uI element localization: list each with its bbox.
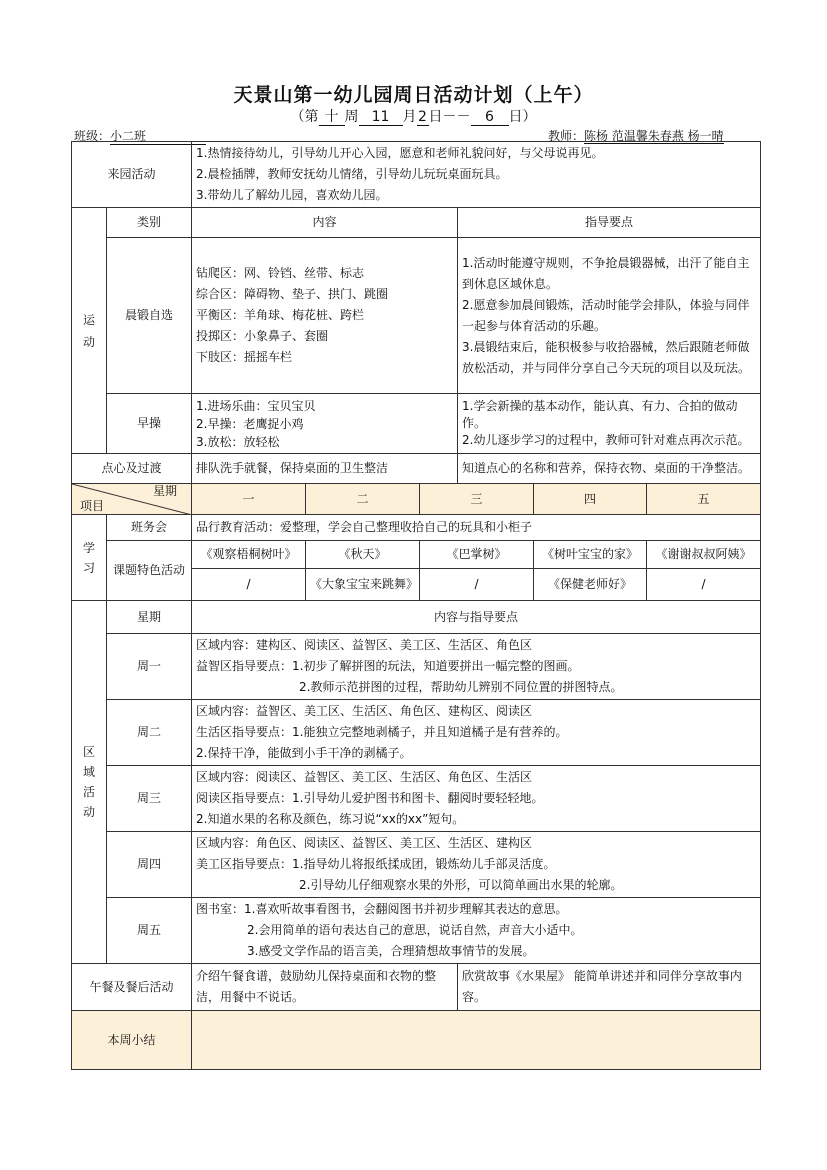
course-cell: /	[192, 569, 306, 601]
arrival-item: 3.带幼儿了解幼儿园，喜欢幼儿园。	[196, 188, 388, 202]
summary-label: 本周小结	[72, 1011, 192, 1070]
area-line: 益智区指导要点：1.初步了解拼图的玩法，知道要拼出一幅完整的图画。	[196, 659, 580, 673]
snack-guide: 知道点心的名称和营养，保持衣物、桌面的干净整洁。	[458, 454, 761, 484]
teacher-label: 教师：	[548, 129, 585, 143]
course-cell: 《大象宝宝来跳舞》	[306, 569, 420, 601]
area-label-text: 区域活动	[82, 745, 95, 819]
summary-row	[72, 1011, 761, 1070]
exercise-label-text: 运动	[82, 312, 95, 349]
morning-exercise-label: 晨锻自选	[107, 238, 192, 394]
drill-item: 1.进场乐曲：宝贝宝贝	[196, 398, 316, 413]
morning-exercise-row	[72, 238, 761, 394]
page-title: 天景山第一幼儿园周日活动计划（上午）	[233, 84, 594, 106]
guide-point: 2.愿意参加晨间锻炼，活动时能学会排队，体验与同伴一起参与体育活动的乐趣。	[462, 297, 750, 333]
arrival-item: 2.晨检插牌，教师安抚幼儿情绪，引导幼儿玩玩桌面玩具。	[196, 167, 508, 181]
week-label: 周	[344, 109, 359, 125]
exercise-area: 平衡区：羊角球、梅花桩、跨栏	[196, 308, 365, 322]
area-line: 2.教师示范拼图的过程，帮助幼儿辨别不同位置的拼图特点。	[299, 680, 623, 694]
learning-label	[72, 515, 107, 601]
area-day-row	[72, 898, 761, 964]
day-end: 6	[471, 110, 509, 126]
category-header: 类别	[107, 208, 192, 238]
area-line: 2.知道水果的名称及颜色，练习说“xx的xx”短句。	[196, 812, 465, 826]
area-day-content	[192, 832, 761, 898]
class-label: 班级：	[74, 129, 111, 143]
course-label: 课题特色活动	[107, 541, 192, 601]
week-project-corner	[72, 484, 192, 515]
content-header: 内容	[192, 208, 458, 238]
morning-exercise-guide	[458, 238, 761, 394]
area-label	[72, 601, 107, 964]
guide-point: 1.学会新操的基本动作，能认真、有力、合拍的做动作。	[462, 399, 738, 430]
snack-content: 排队洗手就餐，保持桌面的卫生整洁	[192, 454, 458, 484]
course-row-1	[72, 541, 761, 569]
lunch-left: 介绍午餐食谱，鼓励幼儿保持桌面和衣物的整洁，用餐中不说话。	[192, 964, 458, 1011]
area-day-row	[72, 634, 761, 700]
drill-label: 早操	[107, 394, 192, 454]
plan-table	[71, 141, 761, 1070]
lunch-row	[72, 964, 761, 1011]
day-header: 四	[534, 484, 647, 515]
day-close: 日）	[508, 109, 537, 125]
day-start: 2	[418, 109, 427, 125]
area-day-label: 周二	[107, 700, 192, 766]
area-day-label: 周五	[107, 898, 192, 964]
month-label: 月	[402, 109, 417, 125]
day-header: 二	[306, 484, 420, 515]
course-cell: /	[647, 569, 761, 601]
class-meeting-row	[72, 515, 761, 541]
area-line: 2.引导幼儿仔细观察水果的外形，可以简单画出水果的轮廓。	[299, 878, 623, 892]
guide-point: 1.活动时能遵守规则，不争抢晨锻器械，出汗了能自主到休息区域休息。	[462, 255, 750, 291]
area-day-label: 周三	[107, 766, 192, 832]
class-meeting-label: 班务会	[107, 515, 192, 541]
arrival-label: 来园活动	[72, 142, 192, 208]
exercise-header-row	[72, 208, 761, 238]
learning-label-text: 学习	[82, 540, 95, 575]
summary-content	[192, 1011, 761, 1070]
week-label: 星期	[153, 484, 178, 498]
arrival-content	[192, 142, 761, 208]
date-range	[0, 106, 827, 126]
project-label: 项目	[80, 499, 105, 513]
class-meeting-content: 品行教育活动：爱整理，学会自己整理收拾自己的玩具和小柜子	[192, 515, 761, 541]
area-day-header: 星期	[107, 601, 192, 634]
lunch-right: 欣赏故事《水果屋》 能简单讲述并和同伴分享故事内容。	[458, 964, 761, 1011]
arrival-row	[72, 142, 761, 208]
area-day-label: 周四	[107, 832, 192, 898]
snack-row	[72, 454, 761, 484]
month-value: 11	[359, 110, 403, 126]
class-value: 小二班	[110, 127, 206, 145]
snack-label: 点心及过渡	[72, 454, 192, 484]
area-line: 区域内容：阅读区、益智区、美工区、生活区、角色区、生活区	[196, 770, 533, 784]
drill-items	[192, 394, 458, 454]
area-line: 阅读区指导要点：1.引导幼儿爱护图书和图卡、翻阅时要轻轻地。	[196, 791, 544, 805]
area-day-content	[192, 898, 761, 964]
area-header-row	[72, 601, 761, 634]
exercise-area: 下肢区：摇摇车栏	[196, 350, 293, 364]
area-line: 美工区指导要点：1.指导幼儿将报纸揉成团，锻炼幼儿手部灵活度。	[196, 857, 556, 871]
area-day-label: 周一	[107, 634, 192, 700]
area-day-row	[72, 832, 761, 898]
course-cell: 《树叶宝宝的家》	[534, 541, 647, 569]
lunch-label: 午餐及餐后活动	[72, 964, 192, 1011]
week-number: 十	[319, 110, 345, 126]
exercise-area: 钻爬区：网、铃铛、丝带、标志	[196, 266, 365, 280]
area-day-content	[192, 700, 761, 766]
guide-header: 指导要点	[458, 208, 761, 238]
drill-guide	[458, 394, 761, 454]
morning-exercise-areas	[192, 238, 458, 394]
area-content-header: 内容与指导要点	[192, 601, 761, 634]
course-cell: 《观察梧桐树叶》	[192, 541, 306, 569]
teacher-value: 陈杨 范温馨朱春燕 杨一晴	[584, 129, 724, 143]
guide-point: 3.晨锻结束后，能积极参与收拾器械，然后跟随老师做放松活动，并与同伴分享自己今天玩的项目以及玩法。	[462, 339, 751, 375]
course-cell: 《巴掌树》	[420, 541, 534, 569]
course-cell: 《谢谢叔叔阿姨》	[647, 541, 761, 569]
area-line: 2.保持干净，能做到小手干净的剥橘子。	[196, 746, 412, 760]
sub-open: （第	[290, 109, 319, 125]
day-header: 五	[647, 484, 761, 515]
guide-point: 2.幼儿逐步学习的过程中，教师可针对难点再次示范。	[462, 433, 750, 447]
area-line: 图书室：1.喜欢听故事看图书，会翻阅图书并初步理解其表达的意思。	[196, 902, 568, 916]
drill-item: 2.早操：老鹰捉小鸡	[196, 416, 304, 431]
area-line: 2.会用简单的语句表达自己的意思，说话自然，声音大小适中。	[247, 923, 583, 937]
area-line: 区域内容：角色区、阅读区、益智区、美工区、生活区、建构区	[196, 836, 533, 850]
day-header: 三	[420, 484, 534, 515]
day-header: 一	[192, 484, 306, 515]
arrival-item: 1.热情接待幼儿，引导幼儿开心入园，愿意和老师礼貌问好，与父母说再见。	[196, 146, 604, 160]
course-cell: /	[420, 569, 534, 601]
drill-item: 3.放松：放轻松	[196, 434, 280, 449]
area-line: 生活区指导要点：1.能独立完整地剥橘子，并且知道橘子是有营养的。	[196, 725, 568, 739]
exercise-area: 投掷区：小象鼻子、套圈	[196, 329, 329, 343]
course-cell: 《保健老师好》	[534, 569, 647, 601]
exercise-area: 综合区：障碍物、垫子、拱门、跳圈	[196, 287, 389, 301]
exercise-label	[72, 208, 107, 454]
area-line: 区域内容：益智区、美工区、生活区、角色区、建构区、阅读区	[196, 704, 533, 718]
area-day-content	[192, 634, 761, 700]
area-day-content	[192, 766, 761, 832]
course-cell: 《秋天》	[306, 541, 420, 569]
area-line: 区域内容：建构区、阅读区、益智区、美工区、生活区、角色区	[196, 638, 533, 652]
drill-row	[72, 394, 761, 454]
area-line: 3.感受文学作品的语言美，合理猜想故事情节的发展。	[247, 944, 535, 958]
area-day-row	[72, 700, 761, 766]
week-header-row	[72, 484, 761, 515]
day-label: 日－－	[428, 109, 471, 125]
area-day-row	[72, 766, 761, 832]
